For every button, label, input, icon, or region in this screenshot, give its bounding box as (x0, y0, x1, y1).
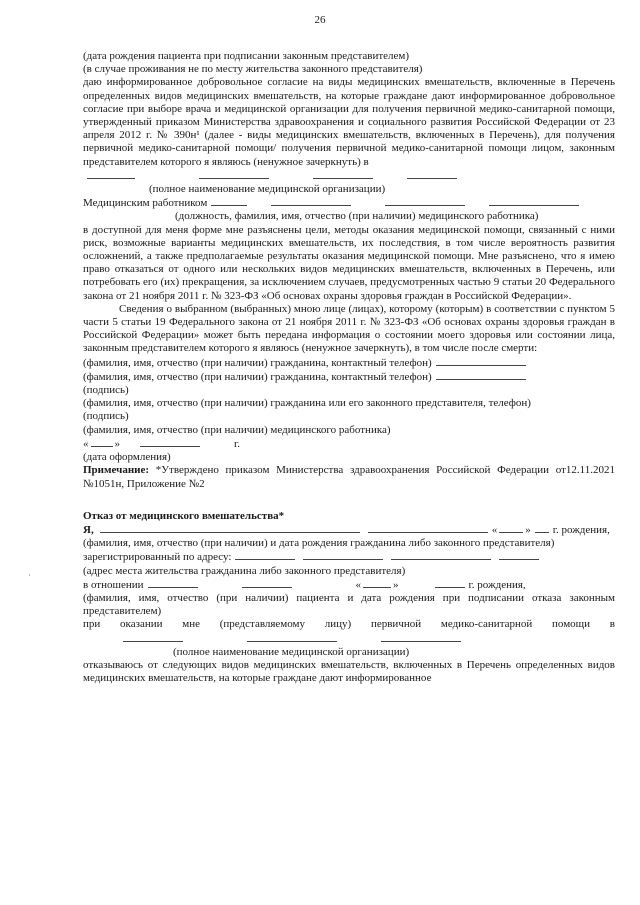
worker-line (83, 196, 615, 210)
page-number: 26 (314, 14, 326, 26)
address-caption: (адрес места жительства гражданина либо законного представителя) (83, 564, 406, 577)
margin-mark: ʾ (28, 573, 31, 583)
document-body (83, 50, 615, 685)
worker-caption: (должность, фамилия, имя, отчество (при наличии) медицинского работника) (175, 210, 539, 223)
refusal-name-line: Я, « » г. рождения, (83, 523, 610, 536)
contact-caption-2: (фамилия, имя, отчество (при наличии) гражданина, контактный телефон) (83, 370, 615, 384)
refusal-paragraph: отказываюсь от следующих видов медицинских вмешательств, включенных в Перечень определенных видов медицинских вмешательств, на которые граждане дают информированное (83, 658, 615, 685)
information-paragraph: Сведения о выбранном (выбранных) мною лице (лицах), которому (которым) в соответствии с пунктом 5 части 5 статьи 19 Федерального закона от 21 ноября 2011 г. № 323-ФЗ «Об основах охраны здоровья граждан в Российской Федерации» может быть передана информация о состоянии моего здоровья или состоянии лица, законным представителем которого я являюсь (ненужное зачеркнуть), в том числе после смерти: (83, 302, 615, 355)
org-blank-line-2 (83, 632, 615, 646)
date-line: « » г. (83, 437, 241, 450)
relation-caption: (фамилия, имя, отчество (при наличии) пациента и дата рождения при подписании отказа законным представителем) (83, 591, 615, 618)
relation-line: в отношении « » г. рождения, (83, 578, 526, 591)
worker-label: Медицинским работником (83, 197, 208, 210)
org-blank-line (83, 169, 615, 183)
birth-date-caption: (дата рождения пациента при подписании законным представителем) (83, 50, 410, 62)
explanation-paragraph: в доступной для меня форме мне разъяснены цели, методы оказания медицинской помощи, связанный с ними риск, возможные варианты медицинских вмешательств, их последствия, в том числе вероятность развития осложнений, а также предполагаемые результаты оказания медицинской помощи. Мне разъяснено, что я имею право отказаться от одного или нескольких видов медицинских вмешательств, включенных в Перечень, или потребовать его (их) прекращения, за исключением случаев, предусмотренных частью 9 статьи 20 Федерального закона от 21 ноября 2011 г. № 323-ФЗ «Об основах охраны здоровья граждан в Российской Федерации». (83, 223, 615, 302)
representative-caption: (фамилия, имя, отчество (при наличии) гражданина или его законного представителя, телефон) (83, 397, 531, 410)
refusal-name-caption: (фамилия, имя, отчество (при наличии) и дата рождения гражданина либо законного представителя) (83, 537, 555, 550)
org-caption-2: (полное наименование медицинской организации) (173, 645, 410, 658)
date-caption: (дата оформления) (83, 451, 171, 464)
org-caption: (полное наименование медицинской организации) (149, 183, 386, 196)
signature-caption-2: (подпись) (83, 410, 129, 423)
primary-care-line: при оказании мне (представляемому лицу) первичной медико-санитарной помощи в (83, 618, 615, 631)
signature-caption-1: (подпись) (83, 384, 129, 397)
note-label: Примечание: (83, 464, 150, 477)
contact-caption-1: (фамилия, имя, отчество (при наличии) гражданина, контактный телефон) (83, 356, 615, 370)
consent-paragraph: даю информированное добровольное согласие на виды медицинских вмешательств, включенные в Перечень определенных видов медицинских вмешательств, на которые граждане дают информированное добровольное согласие при выборе врача и медицинской организации для получения первичной медико-санитарной помощи, утвержденный приказом Министерства здравоохранения и социального развития Российской Федерации от 23 апреля 2012 г. № 390н¹ (далее - виды медицинских вмешательств, включенных в Перечень), для получения первичной медико-санитарной помощи/ получения первичной медико-санитарной помощи лицом, законным представителем которого я являюсь (ненужное зачеркнуть) в (83, 76, 615, 168)
note-text: *Утверждено приказом Министерства здравоохранения Российской Федерации от12.11.2021 №1051н, Приложение №2 (83, 464, 615, 490)
residence-caption: (в случае проживания не по месту жительства законного представителя) (83, 63, 423, 76)
refusal-title: Отказ от медицинского вмешательства* (83, 509, 285, 522)
note (83, 464, 615, 490)
address-line: зарегистрированный по адресу: (83, 550, 615, 564)
medical-worker-caption: (фамилия, имя, отчество (при наличии) медицинского работника) (83, 423, 391, 436)
